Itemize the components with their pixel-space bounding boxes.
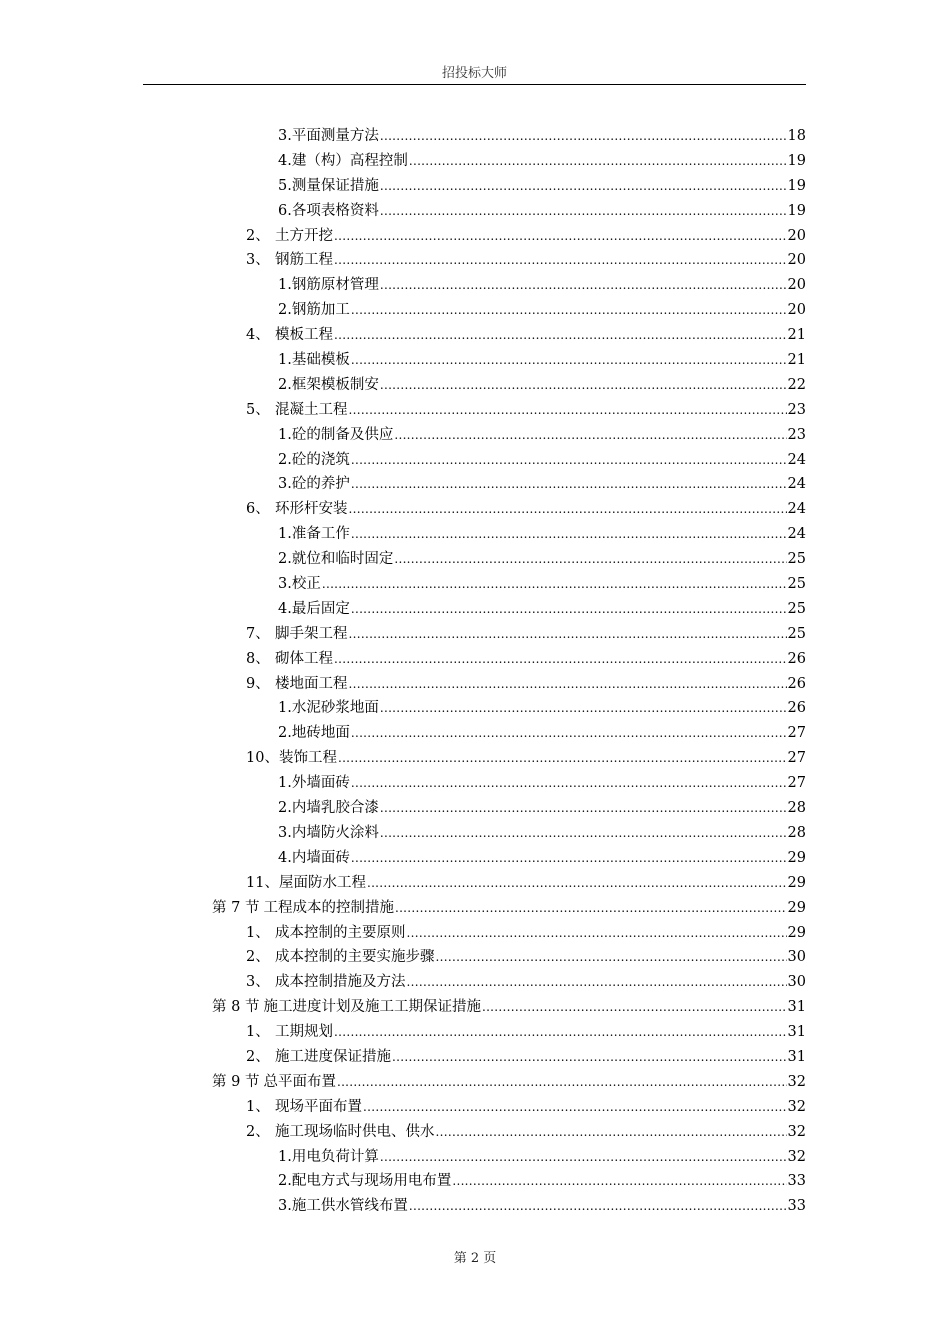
toc-entry[interactable] <box>0 248 950 273</box>
toc-entry-number: 1、 <box>246 1024 270 1041</box>
toc-entry-page-number: 32 <box>787 1098 806 1115</box>
toc-entry-title: 准备工作 <box>291 526 350 543</box>
toc-dot-leader <box>349 622 787 647</box>
toc-entry-number: 2. <box>278 302 292 319</box>
toc-entry-page-number: 30 <box>787 949 806 966</box>
toc-entry-number: 3. <box>278 824 292 841</box>
toc-entry-page-number: 19 <box>787 152 806 169</box>
toc-entry-title: 屋面防水工程 <box>278 874 366 891</box>
toc-dot-leader <box>351 846 787 871</box>
toc-entry-number: 第 7 节 <box>212 899 260 916</box>
toc-entry-number: 3. <box>278 476 292 493</box>
toc-dot-leader <box>436 1120 787 1145</box>
toc-entry[interactable] <box>0 547 950 572</box>
toc-entry-title: 钢筋原材管理 <box>291 277 379 294</box>
toc-dot-leader <box>409 149 787 174</box>
toc-entry-number: 第 9 节 <box>212 1073 260 1090</box>
toc-entry-page-number: 32 <box>787 1123 806 1140</box>
toc-entry-number: 第 8 节 <box>212 999 260 1016</box>
toc-entry-title: 用电负荷计算 <box>291 1148 379 1165</box>
toc-entry-number: 3. <box>278 1198 292 1215</box>
toc-entry[interactable] <box>0 1020 950 1045</box>
toc-entry[interactable] <box>0 174 950 199</box>
page-header: 招投标大师 <box>143 64 806 85</box>
toc-entry[interactable] <box>0 522 950 547</box>
toc-dot-leader <box>380 1145 787 1170</box>
toc-entry-title: 砼的养护 <box>291 476 350 493</box>
toc-entry[interactable] <box>0 746 950 771</box>
toc-entry-title: 施工进度计划及施工工期保证措施 <box>263 999 481 1016</box>
toc-entry-title: 砼的浇筑 <box>291 451 350 468</box>
toc-entry-title: 建（构）高程控制 <box>291 152 408 169</box>
toc-dot-leader <box>380 199 787 224</box>
toc-entry-number: 5、 <box>246 401 270 418</box>
toc-entry-number: 2. <box>278 1173 292 1190</box>
toc-entry-number: 1. <box>278 1148 292 1165</box>
toc-entry[interactable] <box>0 572 950 597</box>
toc-entry-page-number: 27 <box>787 750 806 767</box>
toc-entry-page-number: 31 <box>787 1048 806 1065</box>
toc-dot-leader <box>380 696 787 721</box>
toc-entry[interactable] <box>0 821 950 846</box>
toc-entry[interactable] <box>0 1194 950 1219</box>
toc-dot-leader <box>351 348 787 373</box>
toc-entry-title: 混凝土工程 <box>275 401 348 418</box>
toc-entry-title: 施工现场临时供电、供水 <box>275 1123 435 1140</box>
toc-entry-title: 模板工程 <box>275 327 333 344</box>
toc-entry[interactable] <box>0 771 950 796</box>
toc-dot-leader <box>380 821 787 846</box>
toc-dot-leader <box>452 1169 786 1194</box>
toc-entry-page-number: 23 <box>787 426 806 443</box>
toc-entry-number: 3、 <box>246 974 270 991</box>
toc-entry-number: 1. <box>278 526 292 543</box>
toc-entry-page-number: 27 <box>787 775 806 792</box>
toc-dot-leader <box>436 945 787 970</box>
toc-entry[interactable] <box>0 970 950 995</box>
toc-entry-page-number: 28 <box>787 824 806 841</box>
toc-entry-title: 成本控制的主要实施步骤 <box>275 949 435 966</box>
toc-dot-leader <box>380 373 787 398</box>
toc-entry-number: 2. <box>278 725 292 742</box>
toc-entry-page-number: 22 <box>787 376 806 393</box>
toc-dot-leader <box>363 1095 787 1120</box>
toc-entry-number: 4. <box>278 600 292 617</box>
toc-entry-title: 基础模板 <box>291 352 350 369</box>
toc-dot-leader <box>349 672 787 697</box>
toc-entry-number: 1. <box>278 775 292 792</box>
toc-entry-page-number: 31 <box>787 999 806 1016</box>
toc-entry[interactable] <box>0 373 950 398</box>
page-footer: 第 2 页 <box>453 1251 497 1266</box>
toc-dot-leader <box>334 323 787 348</box>
toc-entry[interactable] <box>0 1169 950 1194</box>
toc-dot-leader <box>407 921 787 946</box>
toc-entry-title: 地砖地面 <box>291 725 350 742</box>
toc-entry-page-number: 20 <box>787 252 806 269</box>
toc-entry[interactable] <box>0 796 950 821</box>
toc-entry[interactable] <box>0 696 950 721</box>
toc-entry-number: 9、 <box>246 675 270 692</box>
toc-entry-title: 施工进度保证措施 <box>275 1048 391 1065</box>
toc-entry-title: 测量保证措施 <box>291 177 379 194</box>
toc-dot-leader <box>392 1045 787 1070</box>
toc-entry-number: 4、 <box>246 327 270 344</box>
toc-entry-title: 施工供水管线布置 <box>291 1198 408 1215</box>
toc-dot-leader <box>337 1070 787 1095</box>
toc-entry-page-number: 21 <box>787 352 806 369</box>
toc-entry[interactable] <box>0 448 950 473</box>
toc-entry-page-number: 28 <box>787 800 806 817</box>
toc-entry-number: 2、 <box>246 1123 270 1140</box>
toc-entry[interactable] <box>0 199 950 224</box>
toc-dot-leader <box>394 423 786 448</box>
toc-entry-title: 内墙乳胶合漆 <box>291 800 379 817</box>
toc-entry-title: 各项表格资料 <box>291 202 379 219</box>
toc-dot-leader <box>394 547 786 572</box>
toc-dot-leader <box>380 174 787 199</box>
toc-dot-leader <box>338 746 787 771</box>
toc-entry[interactable] <box>0 423 950 448</box>
toc-entry-page-number: 29 <box>787 924 806 941</box>
toc-entry-number: 5. <box>278 177 292 194</box>
toc-entry-page-number: 24 <box>787 526 806 543</box>
toc-dot-leader <box>351 298 787 323</box>
toc-entry-number: 2. <box>278 451 292 468</box>
toc-dot-leader <box>334 248 787 273</box>
toc-dot-leader <box>351 771 787 796</box>
toc-entry[interactable] <box>0 124 950 149</box>
toc-entry-page-number: 26 <box>787 700 806 717</box>
toc-entry-page-number: 26 <box>787 650 806 667</box>
toc-dot-leader <box>351 522 787 547</box>
toc-entry-page-number: 33 <box>787 1198 806 1215</box>
toc-entry-page-number: 24 <box>787 451 806 468</box>
toc-entry-title: 内墙面砖 <box>291 849 350 866</box>
toc-dot-leader <box>351 597 787 622</box>
toc-entry-page-number: 20 <box>787 227 806 244</box>
toc-entry-page-number: 32 <box>787 1073 806 1090</box>
toc-entry-number: 2. <box>278 376 292 393</box>
toc-entry-title: 平面测量方法 <box>291 128 379 144</box>
toc-entry-page-number: 26 <box>787 675 806 692</box>
toc-entry-title: 外墙面砖 <box>291 775 350 792</box>
toc-entry-number: 3. <box>278 576 292 593</box>
toc-dot-leader <box>482 995 787 1020</box>
toc-entry[interactable] <box>0 1095 950 1120</box>
toc-entry[interactable] <box>0 1045 950 1070</box>
toc-entry-page-number: 19 <box>787 177 806 194</box>
toc-entry-page-number: 25 <box>787 600 806 617</box>
toc-entry-page-number: 29 <box>787 874 806 891</box>
toc-dot-leader <box>395 896 787 921</box>
toc-entry-page-number: 29 <box>787 899 806 916</box>
toc-entry[interactable] <box>0 597 950 622</box>
toc-entry[interactable] <box>0 1070 950 1095</box>
toc-entry-title: 现场平面布置 <box>275 1098 362 1115</box>
toc-dot-leader <box>380 124 787 149</box>
toc-entry-page-number: 27 <box>787 725 806 742</box>
toc-dot-leader <box>407 970 787 995</box>
toc-entry-number: 1、 <box>246 924 270 941</box>
toc-entry-page-number: 25 <box>787 551 806 568</box>
toc-entry[interactable] <box>0 348 950 373</box>
toc-entry-title: 环形杆安装 <box>275 501 348 518</box>
toc-entry-page-number: 24 <box>787 476 806 493</box>
toc-entry-number: 6、 <box>246 501 270 518</box>
toc-entry-title: 内墙防火涂料 <box>291 824 379 841</box>
toc-dot-leader <box>351 448 787 473</box>
toc-entry-number: 1. <box>278 700 292 717</box>
toc-entry[interactable] <box>0 921 950 946</box>
toc-entry-title: 水泥砂浆地面 <box>291 700 379 717</box>
toc-entry-number: 4. <box>278 152 292 169</box>
toc-entry-page-number: 21 <box>787 327 806 344</box>
toc-entry-page-number: 32 <box>787 1148 806 1165</box>
toc-dot-leader <box>349 398 787 423</box>
toc-entry-title: 成本控制的主要原则 <box>275 924 406 941</box>
toc-entry[interactable] <box>0 472 950 497</box>
toc-entry-title: 楼地面工程 <box>275 675 348 692</box>
toc-entry[interactable] <box>0 945 950 970</box>
toc-entry-title: 工期规划 <box>275 1024 333 1041</box>
toc-entry[interactable] <box>0 497 950 522</box>
toc-entry[interactable] <box>0 721 950 746</box>
toc-entry[interactable] <box>0 846 950 871</box>
toc-entry-number: 2、 <box>246 1048 270 1065</box>
toc-entry[interactable] <box>0 1145 950 1170</box>
toc-entry[interactable] <box>0 273 950 298</box>
toc-entry[interactable] <box>0 896 950 921</box>
toc-entry[interactable] <box>0 149 950 174</box>
toc-entry-page-number: 33 <box>787 1173 806 1190</box>
toc-dot-leader <box>351 721 787 746</box>
toc-entry-number: 3、 <box>246 252 270 269</box>
toc-entry-number: 1. <box>278 352 292 369</box>
toc-entry-number: 11、 <box>246 874 279 891</box>
toc-entry-page-number: 25 <box>787 625 806 642</box>
toc-entry[interactable] <box>0 647 950 672</box>
toc-dot-leader <box>380 796 787 821</box>
toc-entry[interactable] <box>0 323 950 348</box>
toc-entry-title: 脚手架工程 <box>275 625 348 642</box>
toc-entry-number: 3. <box>278 128 292 144</box>
toc-dot-leader <box>351 472 787 497</box>
toc-dot-leader <box>334 224 787 249</box>
toc-entry-title: 钢筋加工 <box>291 302 350 319</box>
toc-entry-title: 框架模板制安 <box>291 376 379 393</box>
toc-entry-title: 校正 <box>291 576 321 593</box>
toc-entry-number: 1. <box>278 426 292 443</box>
toc-entry-title: 装饰工程 <box>278 750 337 767</box>
toc-entry-page-number: 20 <box>787 302 806 319</box>
toc-entry-number: 2、 <box>246 949 270 966</box>
toc-entry-number: 1. <box>278 277 292 294</box>
toc-entry-title: 土方开挖 <box>275 227 333 244</box>
toc-entry-number: 4. <box>278 849 292 866</box>
toc-entry-number: 8、 <box>246 650 270 667</box>
toc-entry[interactable] <box>0 224 950 249</box>
toc-entry[interactable] <box>0 398 950 423</box>
toc-dot-leader <box>334 1020 787 1045</box>
toc-entry-title: 砌体工程 <box>275 650 333 667</box>
toc-entry[interactable] <box>0 672 950 697</box>
toc-entry-number: 2、 <box>246 227 270 244</box>
toc-entry-title: 钢筋工程 <box>275 252 333 269</box>
toc-entry[interactable] <box>0 622 950 647</box>
toc-entry-page-number: 24 <box>787 501 806 518</box>
toc-entry-page-number: 25 <box>787 576 806 593</box>
toc-entry-title: 工程成本的控制措施 <box>263 899 394 916</box>
toc-entry-title: 成本控制措施及方法 <box>275 974 406 991</box>
toc-entry-page-number: 31 <box>787 1024 806 1041</box>
toc-dot-leader <box>334 647 787 672</box>
toc-entry-title: 最后固定 <box>291 600 350 617</box>
toc-entry-title: 就位和临时固定 <box>291 551 394 568</box>
toc-entry-page-number: 23 <box>787 401 806 418</box>
toc-entry-page-number: 18 <box>787 128 806 144</box>
toc-dot-leader <box>349 497 787 522</box>
toc-entry[interactable] <box>0 871 950 896</box>
toc-entry-number: 6. <box>278 202 292 219</box>
toc-entry[interactable] <box>0 995 950 1020</box>
toc-entry-number: 1、 <box>246 1098 270 1115</box>
toc-entry[interactable] <box>0 298 950 323</box>
toc-entry-number: 2. <box>278 551 292 568</box>
toc-entry-number: 10、 <box>246 750 279 767</box>
toc-entry-page-number: 30 <box>787 974 806 991</box>
toc-entry[interactable] <box>0 1120 950 1145</box>
toc-entry-number: 2. <box>278 800 292 817</box>
toc-entry-title: 砼的制备及供应 <box>291 426 394 443</box>
toc-entry-number: 7、 <box>246 625 270 642</box>
toc-entry-page-number: 19 <box>787 202 806 219</box>
toc-entry-title: 总平面布置 <box>263 1073 336 1090</box>
toc-dot-leader <box>380 273 787 298</box>
toc-dot-leader <box>367 871 787 896</box>
toc-entry-page-number: 29 <box>787 849 806 866</box>
toc-dot-leader <box>322 572 787 597</box>
table-of-contents <box>0 124 950 1219</box>
toc-entry-page-number: 20 <box>787 277 806 294</box>
toc-entry-title: 配电方式与现场用电布置 <box>291 1173 452 1190</box>
toc-dot-leader <box>409 1194 787 1219</box>
